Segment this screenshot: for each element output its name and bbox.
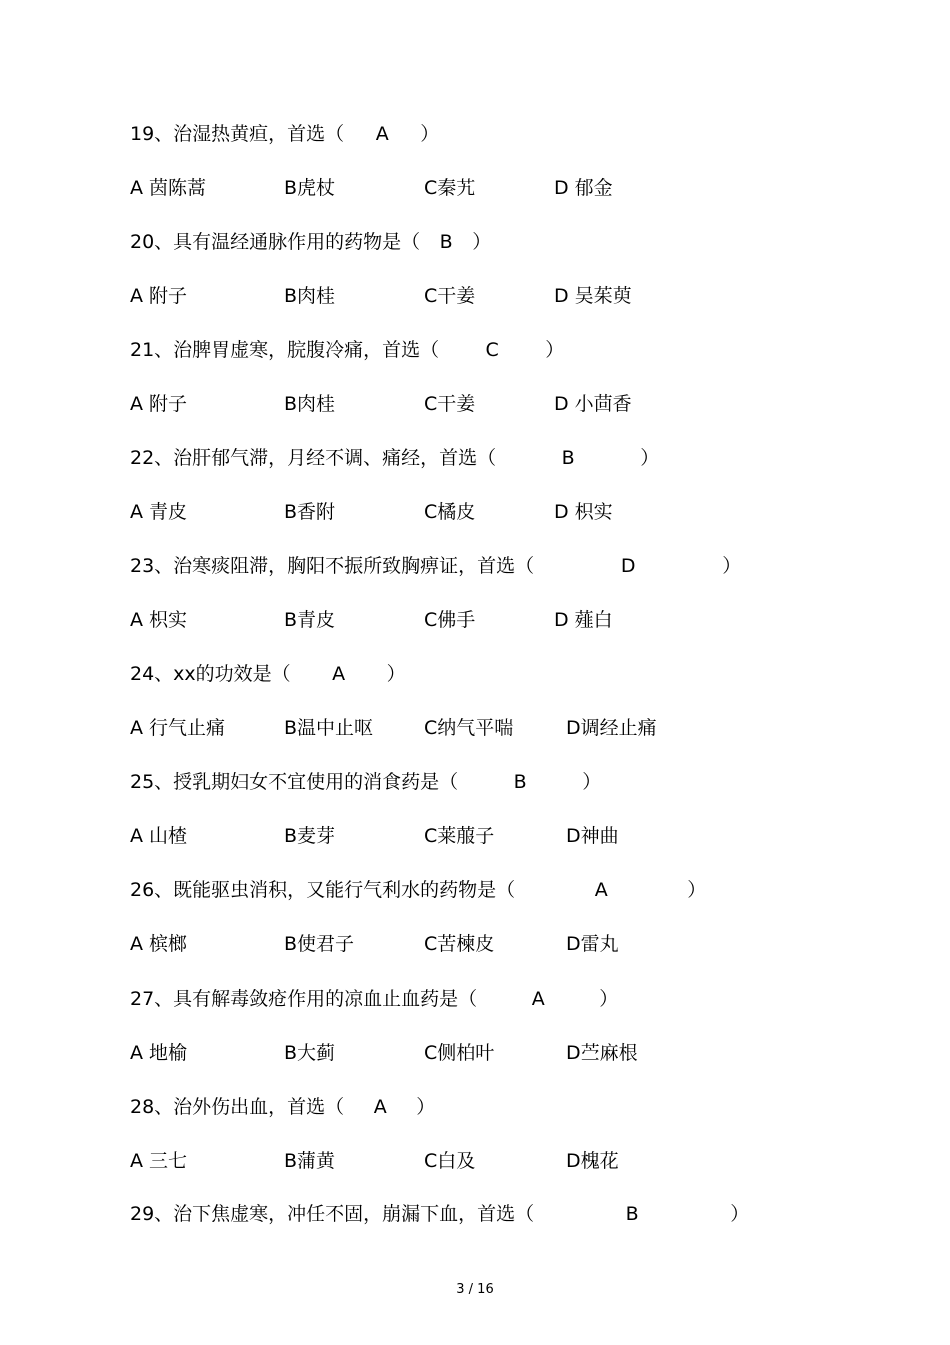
option-d: D 枳实 [554, 501, 613, 523]
option-d: D雷丸 [566, 933, 619, 955]
option-d: D 薤白 [554, 609, 613, 631]
option-b: B大蓟 [284, 1042, 336, 1064]
option-b: B使君子 [284, 933, 355, 955]
option-c: C干姜 [424, 285, 476, 307]
question-27 [130, 987, 618, 1011]
question-21 [130, 338, 564, 362]
option-b: B肉桂 [284, 393, 336, 415]
option-c: C秦艽 [424, 177, 476, 199]
option-b: B肉桂 [284, 285, 336, 307]
option-a: A 山楂 [130, 825, 188, 847]
answer-letter: A [373, 1096, 387, 1118]
answer-close-paren: ） [730, 1203, 750, 1225]
options-20 [130, 284, 830, 308]
answer-letter: A [531, 988, 545, 1010]
answer-close-paren: ） [687, 879, 707, 901]
answer-close-paren: ） [386, 663, 406, 685]
answer-letter: A [332, 663, 346, 685]
options-26 [130, 932, 830, 956]
option-c: C侧柏叶 [424, 1042, 495, 1064]
question-stem: 21、治脾胃虚寒，脘腹冷痛，首选（ [130, 339, 440, 361]
options-21 [130, 392, 830, 416]
option-b: B青皮 [284, 609, 336, 631]
answer-letter: C [485, 339, 499, 361]
option-d: D槐花 [566, 1150, 619, 1172]
question-stem: 24、xx的功效是（ [130, 663, 291, 685]
option-d: D神曲 [566, 825, 619, 847]
page-number: 3 / 16 [456, 1282, 494, 1297]
options-24 [130, 716, 830, 740]
option-c: C白及 [424, 1150, 476, 1172]
question-stem: 29、治下焦虚寒，冲任不固，崩漏下血，首选（ [130, 1203, 535, 1225]
option-b: B蒲黄 [284, 1150, 336, 1172]
answer-letter: D [620, 555, 636, 577]
option-a: A 槟榔 [130, 933, 188, 955]
question-stem: 26、既能驱虫消积，又能行气利水的药物是（ [130, 879, 516, 901]
question-stem: 25、授乳期妇女不宜使用的消食药是（ [130, 771, 459, 793]
options-25 [130, 824, 830, 848]
answer-close-paren: ） [640, 447, 660, 469]
option-a: A 附子 [130, 393, 188, 415]
options-27 [130, 1041, 830, 1065]
answer-close-paren: ） [416, 1096, 436, 1118]
question-stem: 19、治湿热黄疸，首选（ [130, 123, 345, 145]
option-a: A 行气止痛 [130, 717, 226, 739]
option-c: C纳气平喘 [424, 717, 514, 739]
option-a: A 三七 [130, 1150, 188, 1172]
option-a: A 青皮 [130, 501, 188, 523]
options-19 [130, 176, 830, 200]
options-28 [130, 1149, 830, 1173]
question-26 [130, 878, 706, 902]
option-c: C橘皮 [424, 501, 476, 523]
answer-close-paren: ） [582, 771, 602, 793]
question-24 [130, 662, 406, 686]
options-23 [130, 608, 830, 632]
option-a: A 枳实 [130, 609, 188, 631]
question-28 [130, 1095, 435, 1119]
answer-close-paren: ） [472, 231, 492, 253]
question-stem: 28、治外伤出血，首选（ [130, 1096, 345, 1118]
option-a: A 茵陈蒿 [130, 177, 207, 199]
option-a: A 附子 [130, 285, 188, 307]
answer-letter: B [561, 447, 575, 469]
question-23 [130, 554, 741, 578]
option-d: D 郁金 [554, 177, 613, 199]
option-c: C干姜 [424, 393, 476, 415]
answer-letter: B [513, 771, 527, 793]
question-stem: 27、具有解毒敛疮作用的凉血止血药是（ [130, 988, 478, 1010]
question-stem: 23、治寒痰阻滞，胸阳不振所致胸痹证，首选（ [130, 555, 535, 577]
answer-letter: B [625, 1203, 639, 1225]
option-a: A 地榆 [130, 1042, 188, 1064]
answer-close-paren: ） [722, 555, 742, 577]
question-20 [130, 230, 491, 254]
answer-close-paren: ） [545, 339, 565, 361]
options-22 [130, 500, 830, 524]
option-b: B香附 [284, 501, 336, 523]
question-22 [130, 446, 659, 470]
question-25 [130, 770, 601, 794]
option-b: B温中止呕 [284, 717, 374, 739]
option-d: D调经止痛 [566, 717, 657, 739]
option-c: C苦楝皮 [424, 933, 495, 955]
question-29 [130, 1202, 749, 1226]
answer-letter: A [594, 879, 608, 901]
option-c: C佛手 [424, 609, 476, 631]
answer-close-paren: ） [420, 123, 440, 145]
question-stem: 20、具有温经通脉作用的药物是（ [130, 231, 421, 253]
question-stem: 22、治肝郁气滞，月经不调、痛经，首选（ [130, 447, 497, 469]
answer-letter: A [375, 123, 389, 145]
question-19 [130, 122, 439, 146]
answer-close-paren: ） [599, 988, 619, 1010]
option-d: D 小茴香 [554, 393, 632, 415]
option-b: B麦芽 [284, 825, 336, 847]
option-d: D 吴茱萸 [554, 285, 632, 307]
option-b: B虎杖 [284, 177, 336, 199]
option-d: D苎麻根 [566, 1042, 638, 1064]
answer-letter: B [439, 231, 453, 253]
option-c: C莱菔子 [424, 825, 495, 847]
